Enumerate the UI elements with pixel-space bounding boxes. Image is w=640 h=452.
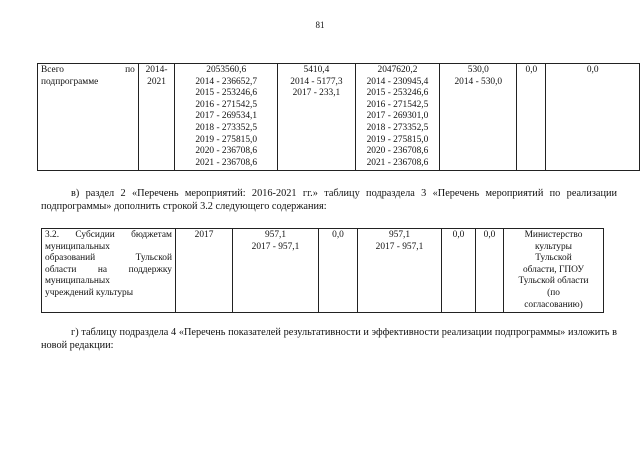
municipal-cell: 0,0 bbox=[442, 229, 476, 313]
page-number: 81 bbox=[315, 20, 325, 30]
year-cell: 2017 bbox=[176, 229, 233, 313]
executor-cell: Министерство культуры Тульской области, ГПОУ Тульской области (по согласованию) bbox=[504, 229, 604, 313]
measures-table bbox=[41, 228, 604, 313]
federal-cell: 0,0 bbox=[319, 229, 358, 313]
row-label-word: по bbox=[125, 65, 135, 75]
subprogram-totals-table bbox=[37, 63, 640, 171]
regional-cell: 957,1 2017 - 957,1 bbox=[358, 229, 442, 313]
total-cell: 957,1 2017 - 957,1 bbox=[233, 229, 319, 313]
other-cell: 0,0 bbox=[517, 64, 546, 171]
row-label-word: Всего bbox=[41, 65, 64, 75]
federal-cell: 5410,4 2014 - 5177,3 2017 - 233,1 bbox=[278, 64, 355, 171]
municipal-cell: 530,0 2014 - 530,0 bbox=[440, 64, 517, 171]
total-cell: 2053560,6 2014 - 236652,7 2015 - 253246,6 2016 - 271542,5 2017 - 269534,1 2018 - 273352,5 2019 - 275815,0 2020 - 236708,6 2021 - 236708,6 bbox=[175, 64, 278, 171]
row-label-line: подпрограмме bbox=[41, 76, 99, 87]
amendment-paragraph-g: г) таблицу подраздела 4 «Перечень показателей результативности и эффективности реализации подпрограммы» изложить в новой редакции: bbox=[41, 327, 617, 351]
measure-name-cell: 3.2. Субсидии бюджетам муниципальных образований Тульской области на поддержку муниципальных учреждений культуры bbox=[42, 229, 176, 313]
other-cell: 0,0 bbox=[476, 229, 504, 313]
table-row bbox=[42, 229, 604, 313]
table-row bbox=[38, 64, 640, 171]
row-label-cell bbox=[38, 64, 139, 171]
amendment-paragraph-v: в) раздел 2 «Перечень мероприятий: 2016-2021 гг.» таблицу подраздела 3 «Перечень мероприятий по реализации подпрограммы» дополнить строкой 3.2 следующего содержания: bbox=[41, 188, 617, 212]
regional-cell: 2047620,2 2014 - 230945,4 2015 - 253246,6 2016 - 271542,5 2017 - 269301,0 2018 - 273352,5 2019 - 275815,0 2020 - 236708,6 2021 - 236708,6 bbox=[355, 64, 440, 171]
other-cell: 0,0 bbox=[546, 64, 640, 171]
period-cell: 2014- 2021 bbox=[138, 64, 174, 171]
